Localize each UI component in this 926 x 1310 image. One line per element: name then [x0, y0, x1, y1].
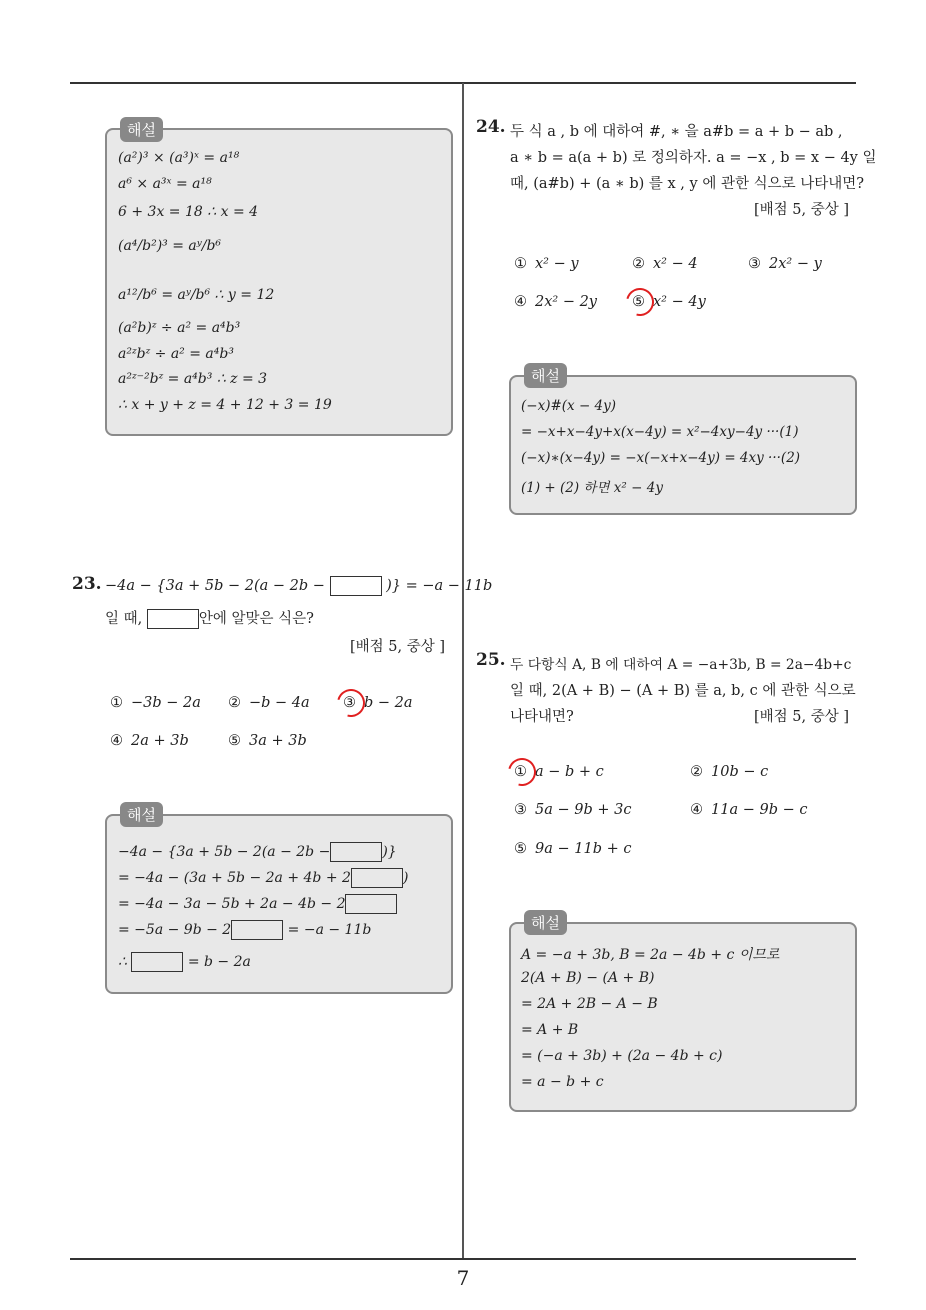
q23-choice-2[interactable]: ② −b − 4a [228, 695, 310, 711]
q24-line-3: 때, (a#b) + (a ∗ b) 를 x , y 에 관한 식으로 나타내면? [510, 176, 864, 192]
q25-choice-4[interactable]: ④ 11a − 9b − c [690, 802, 808, 818]
q24-score: [배점 5, 중상 ] [754, 202, 850, 218]
q23-line-2-right: 안에 알맞은 식은? [198, 611, 314, 627]
q23-sol-line-4: = −5a − 9b − 2 = −a − 11b [118, 922, 372, 938]
q23-sol-blank-1 [330, 842, 382, 862]
q24-choice-1[interactable]: ① x² − y [514, 256, 579, 272]
q22-sol-line-7: a²ᶻbᶻ ÷ a² = a⁴b³ [118, 346, 234, 362]
q25-answer-mark [503, 753, 541, 791]
column-divider [462, 83, 464, 1259]
q24-answer-mark [621, 283, 659, 321]
q24-number: 24. [476, 117, 506, 137]
q22-sol-line-2: a⁶ × a³ˣ = a¹⁸ [118, 176, 212, 192]
q25-sol-line-1: A = −a + 3b, B = 2a − 4b + c 이므로 [521, 947, 780, 963]
q23-choice-1[interactable]: ① −3b − 2a [110, 695, 201, 711]
q23-score: [배점 5, 중상 ] [350, 639, 446, 655]
q23-choice-4[interactable]: ④ 2a + 3b [110, 733, 189, 749]
q22-sol-line-3: 6 + 3x = 18 ∴ x = 4 [118, 204, 259, 220]
q24-sol-line-1: (−x)#(x − 4y) [521, 398, 617, 414]
q23-sol-blank-5 [131, 952, 183, 972]
q23-sol-line-5: ∴ = b − 2a [118, 954, 251, 970]
bottom-rule [70, 1258, 856, 1260]
q23-sol-blank-2 [351, 868, 403, 888]
q23-sol-line-3: = −4a − 3a − 5b + 2a − 4b − 2 [118, 894, 397, 914]
q25-choice-3[interactable]: ③ 5a − 9b + 3c [514, 802, 632, 818]
q24-sol-line-3: (−x)∗(x−4y) = −x(−x+x−4y) = 4xy ···(2) [521, 450, 801, 466]
q25-score: [배점 5, 중상 ] [754, 709, 850, 725]
q25-solution-tag: 해설 [524, 910, 567, 935]
q25-sol-line-6: = a − b + c [521, 1074, 604, 1090]
q24-sol-line-4: (1) + (2) 하면 x² − 4y [521, 480, 663, 496]
q23-line-1 [105, 576, 492, 596]
page-number: 7 [456, 1266, 470, 1290]
q23-choice-3[interactable]: ③ b − 2a [343, 695, 413, 711]
q23-number: 23. [72, 574, 102, 594]
q22-solution-box [105, 128, 453, 436]
q24-choice-3[interactable]: ③ 2x² − y [748, 256, 822, 272]
q24-choice-4[interactable]: ④ 2x² − 2y [514, 294, 598, 310]
q23-answer-blank [330, 576, 382, 596]
q23-sol-blank-3 [345, 894, 397, 914]
q23-solution-tag: 해설 [120, 802, 163, 827]
q22-solution-tag: 해설 [120, 117, 163, 142]
q24-choice-2[interactable]: ② x² − 4 [632, 256, 698, 272]
q23-blank-inline [147, 609, 199, 629]
q23-line-2-left: 일 때, [105, 611, 143, 627]
q25-sol-line-4: = A + B [521, 1022, 579, 1038]
q25-sol-line-5: = (−a + 3b) + (2a − 4b + c) [521, 1048, 723, 1064]
q22-sol-line-5: a¹²/b⁶ = aʸ/b⁶ ∴ y = 12 [118, 287, 275, 303]
q23-sol-blank-4 [231, 920, 283, 940]
q22-sol-line-8: a²ᶻ⁻²bᶻ = a⁴b³ ∴ z = 3 [118, 371, 268, 387]
q23-sol-line-1: −4a − {3a + 5b − 2(a − 2b − )} [118, 844, 397, 860]
q23-answer-mark [332, 684, 370, 722]
q24-sol-line-2: = −x+x−4y+x(x−4y) = x²−4xy−4y ···(1) [521, 424, 799, 440]
q22-sol-line-4: (a⁴/b²)³ = aʸ/b⁶ [118, 238, 222, 254]
q22-sol-line-6: (a²b)ᶻ ÷ a² = a⁴b³ [118, 320, 241, 336]
q22-sol-line-9: ∴ x + y + z = 4 + 12 + 3 = 19 [118, 397, 332, 413]
q25-choice-2[interactable]: ② 10b − c [690, 764, 769, 780]
q24-line-1: 두 식 a , b 에 대하여 #, ∗ 을 a#b = a + b − ab , [510, 124, 843, 140]
q23-choice-5[interactable]: ⑤ 3a + 3b [228, 733, 307, 749]
q24-line-2: a ∗ b = a(a + b) 로 정의하자. a = −x , b = x − 4y 일 [510, 150, 877, 166]
q23-sol-line-2: = −4a − (3a + 5b − 2a + 4b + 2 ) [118, 870, 409, 886]
q25-choice-5[interactable]: ⑤ 9a − 11b + c [514, 841, 632, 857]
q23-line-1-right: )} = −a − 11b [386, 578, 493, 594]
q25-line-3: 나타내면? [510, 709, 574, 725]
q23-line-2 [105, 607, 314, 629]
q22-sol-line-1: (a²)³ × (a³)ˣ = a¹⁸ [118, 150, 240, 166]
q25-choice-1[interactable]: ① a − b + c [514, 764, 604, 780]
q25-number: 25. [476, 650, 506, 670]
q23-line-1-left: −4a − {3a + 5b − 2(a − 2b − [105, 578, 325, 594]
q25-line-1: 두 다항식 A, B 에 대하여 A = −a+3b, B = 2a−4b+c [510, 657, 852, 673]
q25-sol-line-2: 2(A + B) − (A + B) [521, 970, 655, 986]
q24-solution-tag: 해설 [524, 363, 567, 388]
q24-choice-5[interactable]: ⑤ x² − 4y [632, 294, 706, 310]
q25-sol-line-3: = 2A + 2B − A − B [521, 996, 658, 1012]
q25-line-2: 일 때, 2(A + B) − (A + B) 를 a, b, c 에 관한 식으로 [510, 683, 856, 699]
